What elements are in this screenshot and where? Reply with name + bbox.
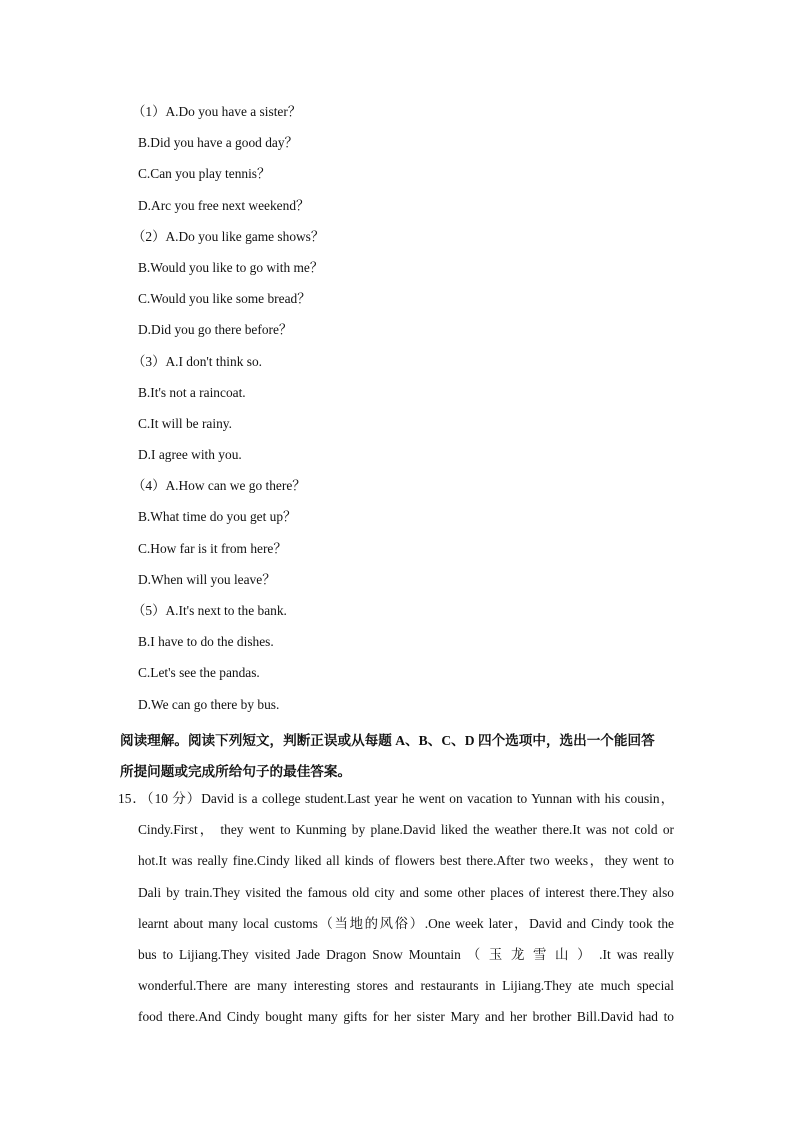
option-line: （5）A.It's next to the bank. xyxy=(132,603,287,618)
passage-line: food there.And Cindy bought many gifts for her sister Mary and her brother Bill.David had to xyxy=(138,1009,674,1025)
passage-line: 15．（10 分）David is a college student.Last year he went on vacation to Yunnan with his cousin， xyxy=(118,791,674,806)
option-line: （3）A.I don't think so. xyxy=(132,353,262,369)
option-line: （4）A.How can we go there？ xyxy=(132,478,306,494)
option-line: C.How far is it from here？ xyxy=(138,540,287,556)
option-line: （1）A.Do you have a sister？ xyxy=(132,104,302,119)
passage-line: hot.It was really fine.Cindy liked all kinds of flowers best there.After two weeks，they went to xyxy=(138,853,674,869)
option-line: （2）A.Do you like game shows？ xyxy=(132,228,325,244)
option-line: C.Can you play tennis？ xyxy=(138,166,271,182)
reading-instructions xyxy=(120,725,680,787)
option-line: B.I have to do the dishes. xyxy=(138,634,274,650)
option-line: D.When will you leave？ xyxy=(138,571,276,587)
option-line: C.It will be rainy. xyxy=(138,415,232,431)
option-line: D.Did you go there before？ xyxy=(138,322,293,338)
option-line: B.It's not a raincoat. xyxy=(138,384,246,400)
option-line: D.We can go there by bus. xyxy=(138,696,280,712)
option-line: D.I agree with you. xyxy=(138,447,242,463)
answer-options xyxy=(132,100,738,724)
passage-line: bus to Lijiang.They visited Jade Dragon Snow Mountain （ 玉 龙 雪 山 ） .It was really xyxy=(138,946,674,962)
question-15-passage xyxy=(118,787,674,1037)
option-line: D.Arc you free next weekend？ xyxy=(138,197,310,213)
option-line: B.Did you have a good day？ xyxy=(138,135,298,151)
passage-line: wonderful.There are many interesting stores and restaurants in Lijiang.They ate much special xyxy=(138,978,674,994)
option-line: C.Would you like some bread？ xyxy=(138,291,311,307)
passage-line: learnt about many local customs（当地的风俗）.One week later，David and Cindy took the xyxy=(138,915,674,931)
passage-line: Cindy.First， they went to Kunming by plane.David liked the weather there.It was not cold or xyxy=(138,822,674,838)
instruction-line: 阅读理解。阅读下列短文，判断正误或从每题 A、B、C、D 四个选项中，选出一个能回答 xyxy=(120,733,655,748)
option-line: C.Let's see the pandas. xyxy=(138,665,260,681)
option-line: B.Would you like to go with me？ xyxy=(138,259,324,275)
option-line: B.What time do you get up？ xyxy=(138,509,297,525)
instruction-line: 所提问题或完成所给句子的最佳答案。 xyxy=(120,764,352,780)
passage-line: Dali by train.They visited the famous old city and some other places of interest there.They also xyxy=(138,884,674,900)
